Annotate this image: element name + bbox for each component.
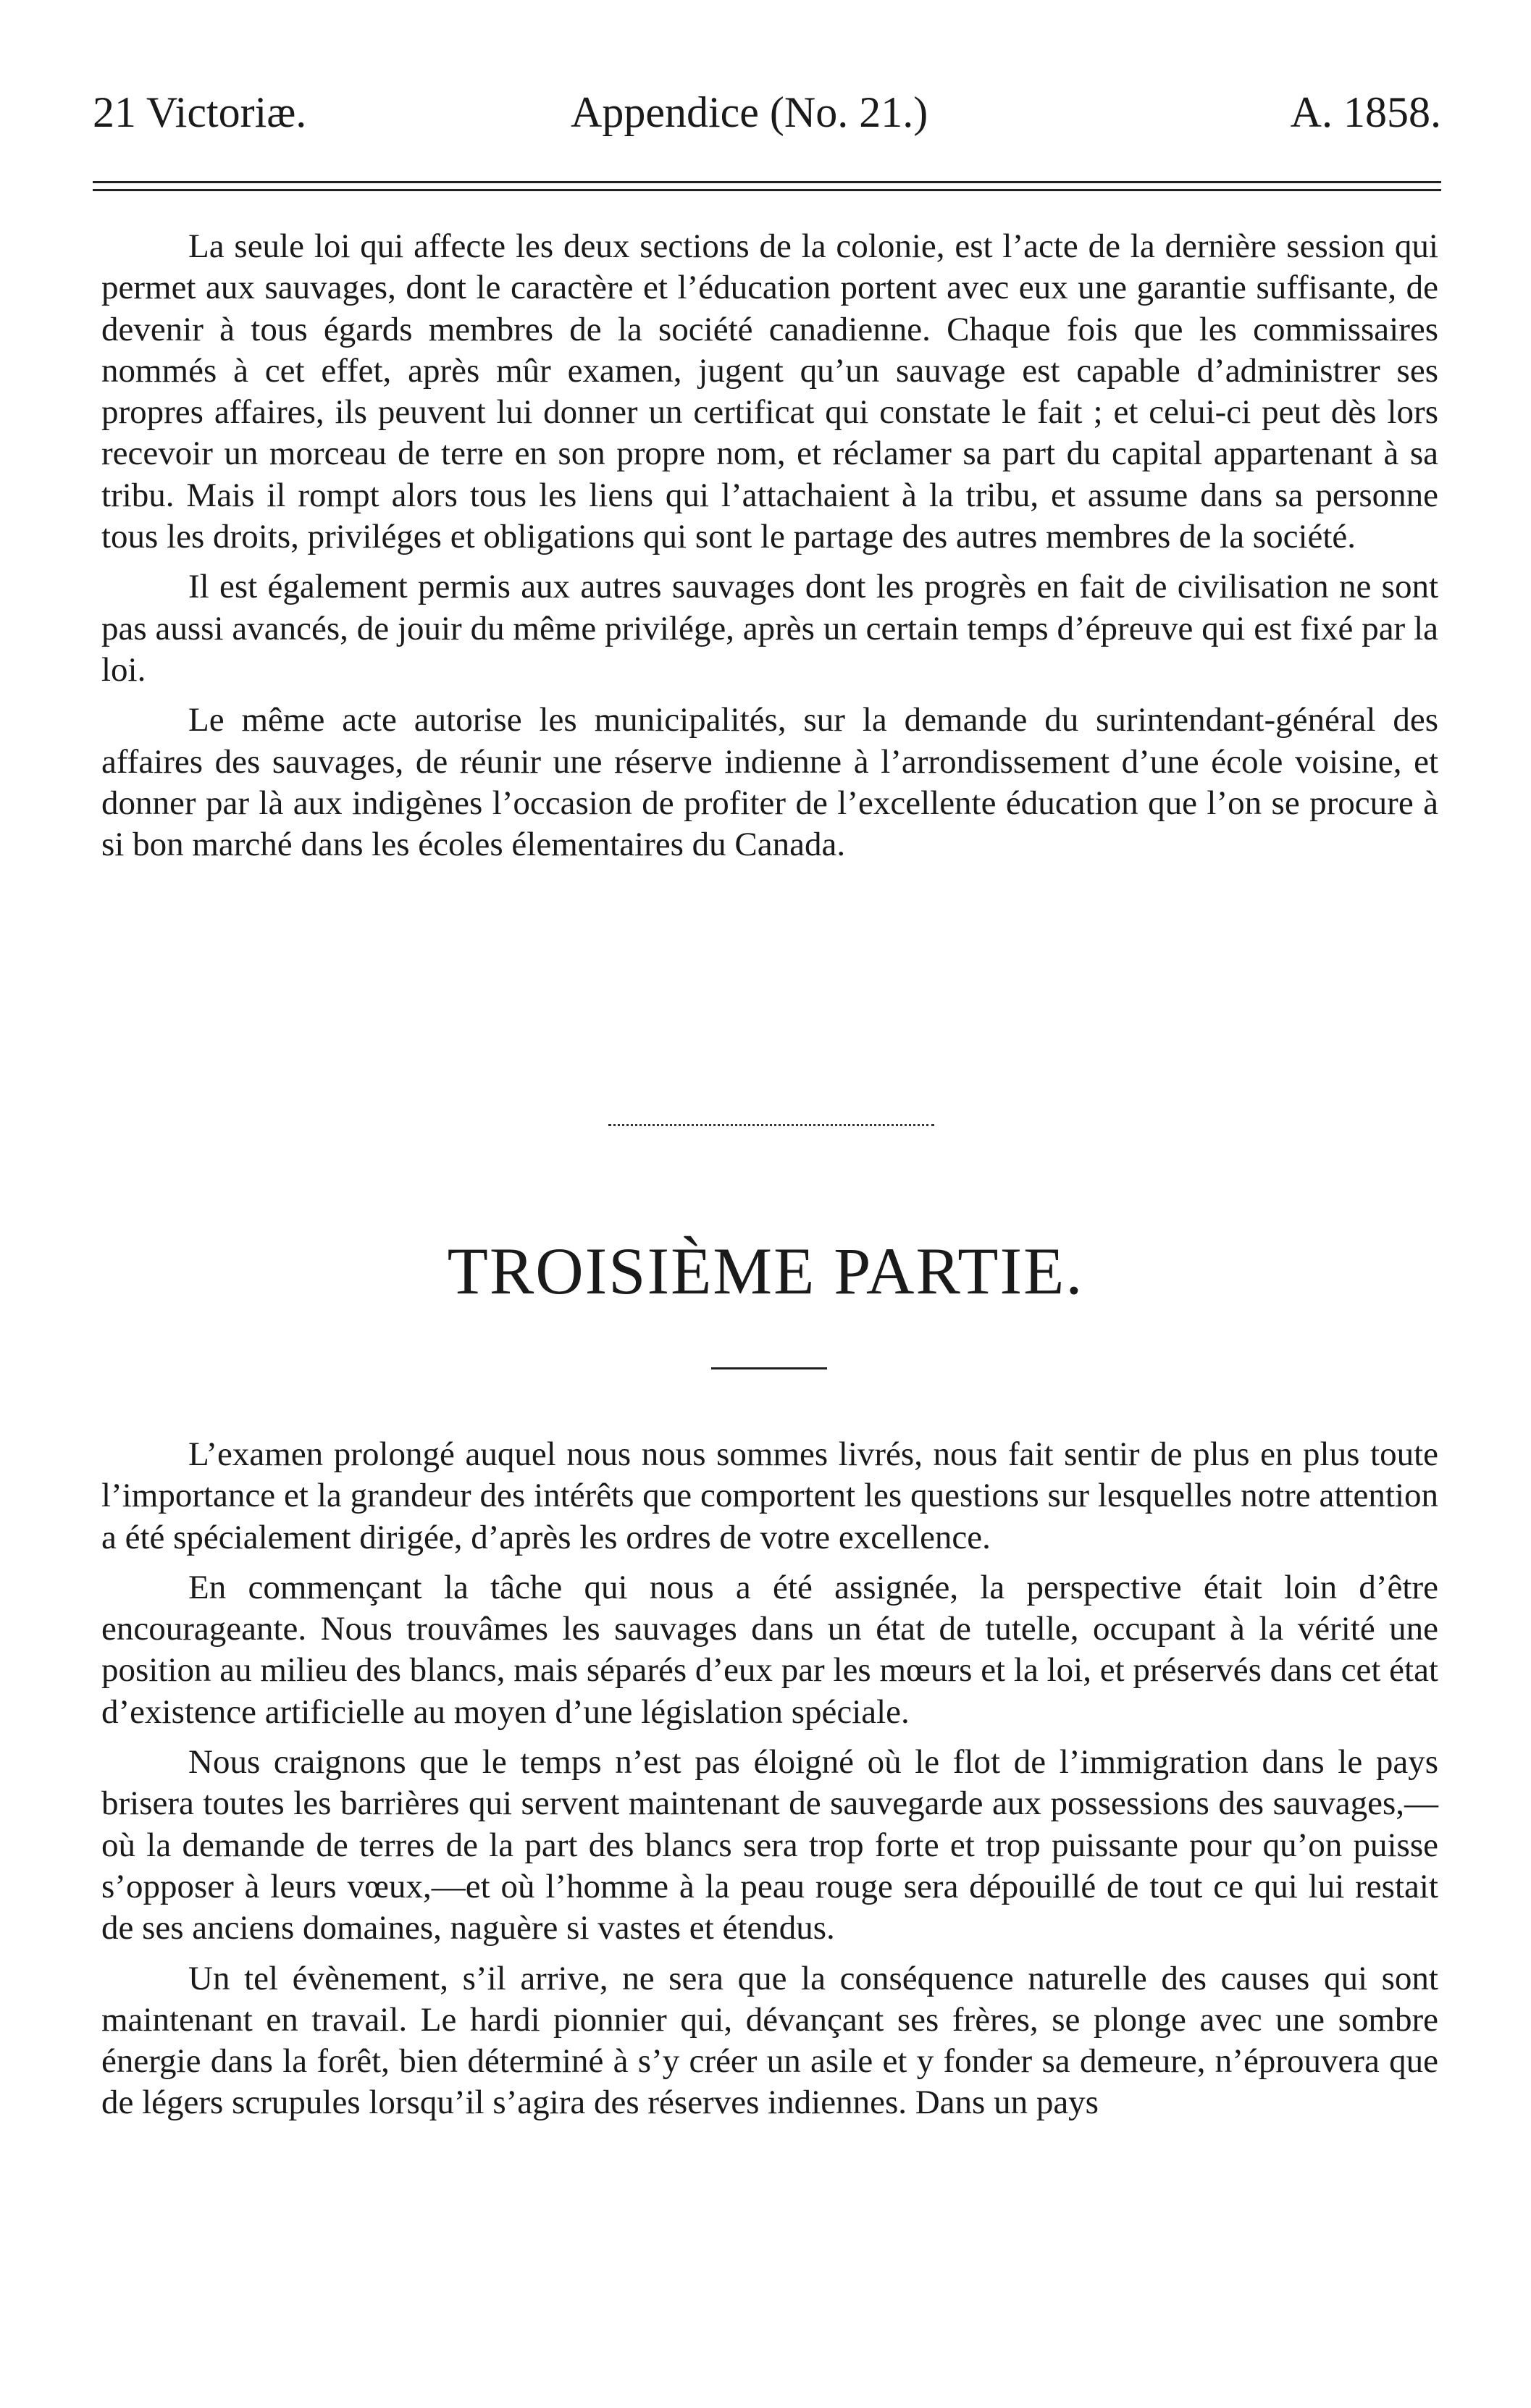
running-header — [93, 87, 1441, 138]
header-year: A. 1858. — [1290, 88, 1441, 136]
section-ornament-divider — [608, 1124, 934, 1133]
paragraph: Le même acte autorise les municipalités, sur la demande du surintendant-général des affaires des sauvages, de réunir une réserve indienne à l’arrondissement d’une école voisine, et donner par là aux indigènes l’occasion de profiter de l’excellente éducation que l’on se procure à si bon marché dans les écoles élementaires du Canada. — [101, 701, 1438, 864]
text-block-part-three — [101, 1434, 1438, 2133]
paragraph: Nous craignons que le temps n’est pas éloigné où le flot de l’immigration dans le pays brisera toutes les barrières qui servent maintenant de sauvegarde aux possessions des sauvages,—où la demande de terres de la part des blancs sera trop forte et trop puissante pour qu’on puisse s’opposer à leurs vœux,—et où l’homme à la peau rouge sera dépouillé de tout ce qui lui restait de ses anciens domaines, naguère si vastes et étendus. — [101, 1743, 1438, 1947]
heading-short-rule — [711, 1367, 827, 1369]
paragraph: Un tel évènement, s’il arrive, ne sera que la conséquence naturelle des causes qui sont maintenant en travail. Le hardi pionnier qui, dévançant ses frères, se plonge avec une sombre énergie dans la forêt, bien déterminé à s’y créer un asile et y fonder sa demeure, n’éprouvera que de légers scrupules lorsqu’il s’agira des réserves indiennes. Dans un pays — [101, 1959, 1438, 2122]
paragraph: Il est également permis aux autres sauvages dont les progrès en fait de civilisation ne sont pas aussi avancés, de jouir du même privilége, après un certain temps d’épreuve qui est fixé par la loi. — [101, 568, 1438, 689]
part-heading: TROISIÈME PARTIE. — [447, 1234, 1084, 1308]
header-appendix: Appendice (No. 21.) — [571, 88, 928, 136]
header-session: 21 Victoriæ. — [93, 88, 307, 136]
text-block-intro — [101, 226, 1438, 874]
header-double-rule — [93, 181, 1441, 191]
paragraph: L’examen prolongé auquel nous nous sommes livrés, nous fait sentir de plus en plus toute l’importance et la grandeur des intérêts que comportent les questions sur lesquelles notre attention a été spécialement dirigée, d’après les ordres de votre excellence. — [101, 1435, 1438, 1556]
paragraph: La seule loi qui affecte les deux sections de la colonie, est l’acte de la dernière session qui permet aux sauvages, dont le caractère et l’éducation portent avec eux une garantie suffisante, de devenir à tous égards membres de la société canadienne. Chaque fois que les commissaires nommés à cet effet, après mûr examen, jugent qu’un sauvage est capable d’administrer ses propres affaires, ils peuvent lui donner un certificat qui constate le fait ; et celui-ci peut dès lors recevoir un morceau de terre en son propre nom, et réclamer sa part du capital appartenant à sa tribu. Mais il rompt alors tous les liens qui l’attachaient à la tribu, et assume dans sa personne tous les droits, priviléges et obligations qui sont le partage des autres membres de la société. — [101, 227, 1438, 556]
paragraph: En commençant la tâche qui nous a été assignée, la perspective était loin d’être encourageante. Nous trouvâmes les sauvages dans un état de tutelle, occupant à la vérité une position au milieu des blancs, mais séparés d’eux par les mœurs et la loi, et préservés dans cet état d’existence artificielle au moyen d’une législation spéciale. — [101, 1568, 1438, 1731]
